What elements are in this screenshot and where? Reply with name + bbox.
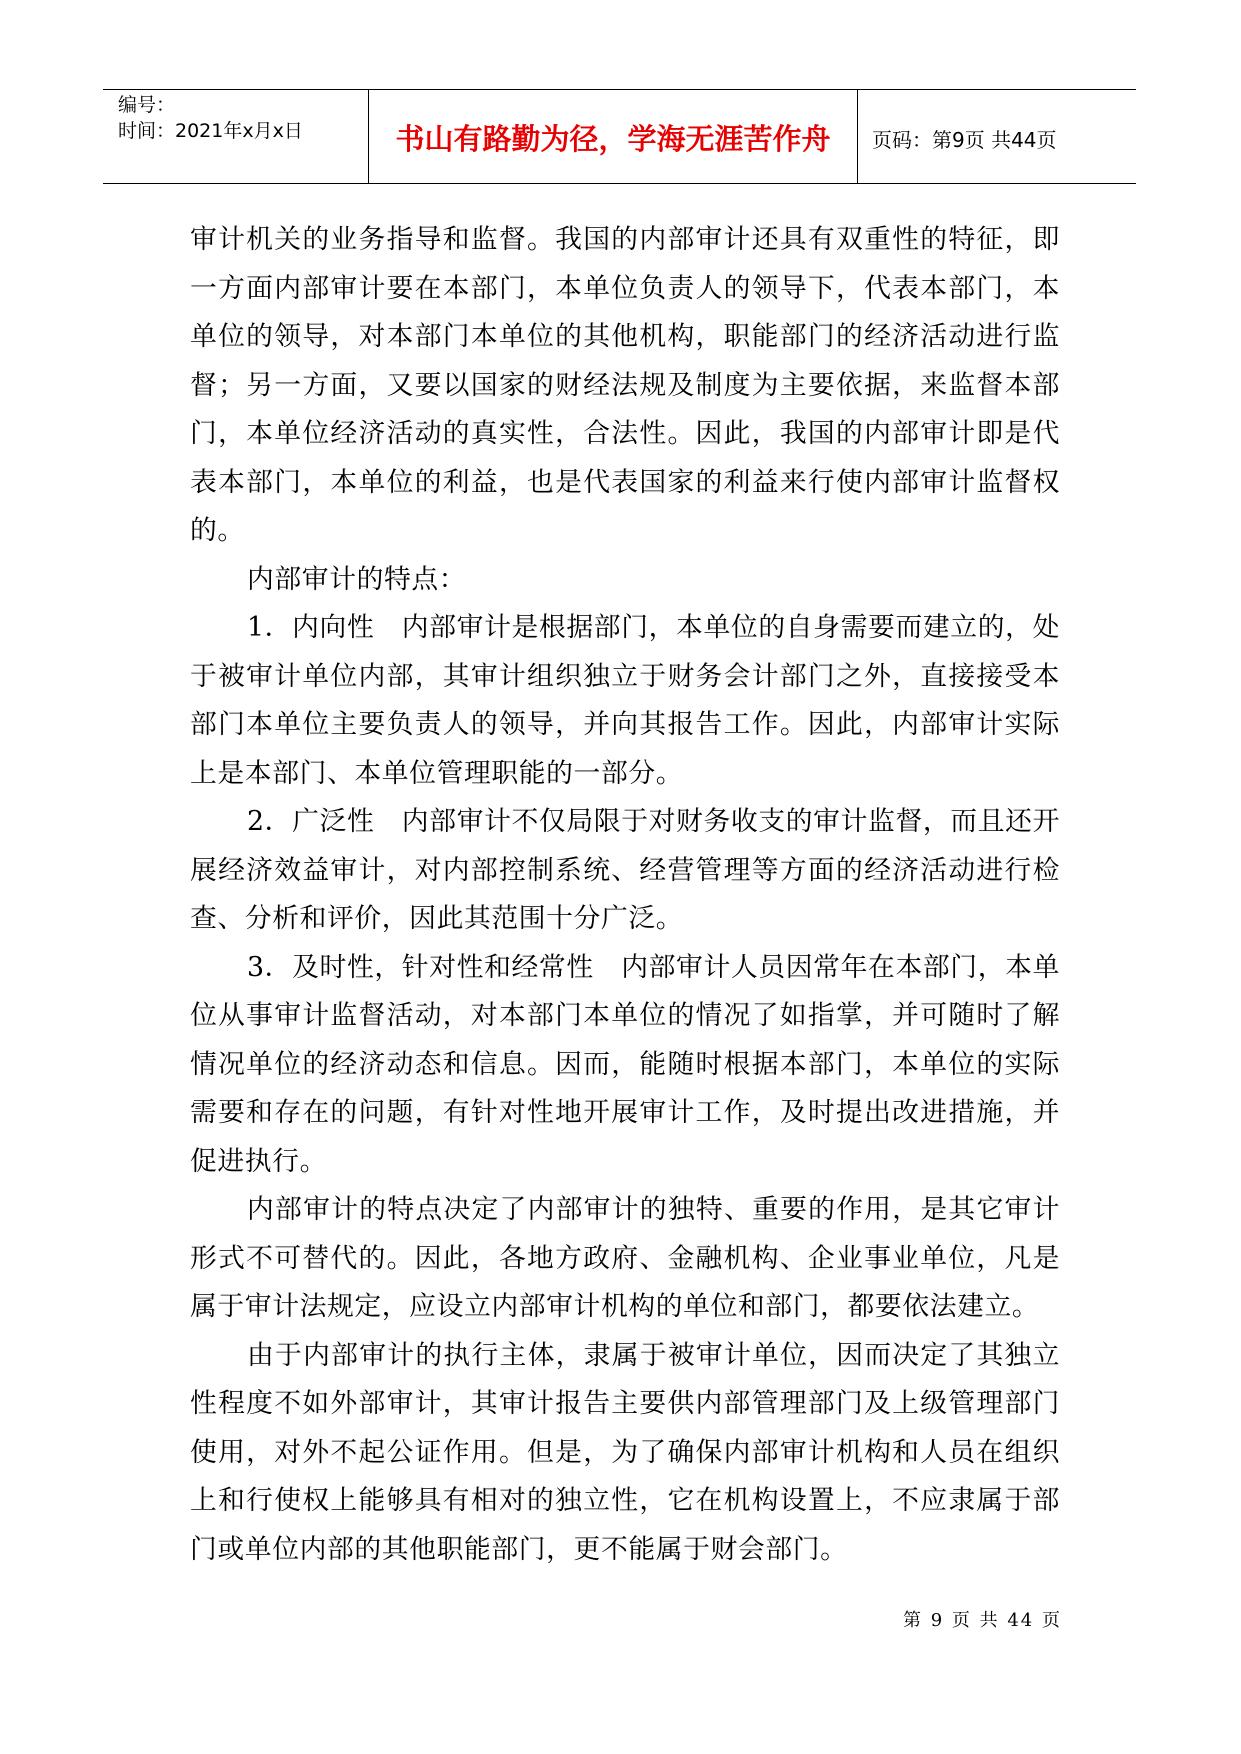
page-footer: 第 9 页 共 44 页 — [903, 1610, 1062, 1631]
section-heading: 内部审计的特点： — [247, 563, 467, 595]
document-number-label: 编号： — [118, 94, 176, 116]
body-paragraph: 3．及时性，针对性和经常性 内部审计人员因常年在本部门，本单位从事审计监督活动，对本部门本单位的情况了如指掌，并可随时了解情况单位的经济动态和信息。因而，能随时根据本部门，本单位的实际需要和存在的问题，有针对性地开展审计工作，及时提出改进措施，并促进执行。 — [190, 951, 1060, 1177]
body-paragraph: 审计机关的业务指导和监督。我国的内部审计还具有双重性的特征，即一方面内部审计要在本部门，本单位负责人的领导下，代表本部门，本单位的领导，对本部门本单位的其他机构，职能部门的经济活动进行监督；另一方面，又要以国家的财经法规及制度为主要依据，来监督本部门，本单位经济活动的真实性，合法性。因此，我国的内部审计即是代表本部门，本单位的利益，也是代表国家的利益来行使内部审计监督权的。 — [190, 224, 1060, 546]
header-meta — [103, 90, 369, 183]
header-page-code: 页码：第9页 共44页 — [872, 127, 1057, 152]
document-body — [190, 216, 1060, 1574]
body-paragraph: 2．广泛性 内部审计不仅局限于对财务收支的审计监督，而且还开展经济效益审计，对内部控制系统、经营管理等方面的经济活动进行检查、分析和评价，因此其范围十分广泛。 — [190, 806, 1060, 934]
body-paragraph: 1．内向性 内部审计是根据部门，本单位的自身需要而建立的，处于被审计单位内部，其审计组织独立于财务会计部门之外，直接接受本部门本单位主要负责人的领导，并向其报告工作。因此，内部审计实际上是本部门、本单位管理职能的一部分。 — [190, 612, 1060, 789]
body-paragraph: 由于内部审计的执行主体，隶属于被审计单位，因而决定了其独立性程度不如外部审计，其审计报告主要供内部管理部门及上级管理部门使用，对外不起公证作用。但是，为了确保内部审计机构和人员在组织上和行使权上能够具有相对的独立性，它在机构设置上，不应隶属于部门或单位内部的其他职能部门，更不能属于财会部门。 — [190, 1339, 1060, 1565]
body-paragraph: 内部审计的特点决定了内部审计的独特、重要的作用，是其它审计形式不可替代的。因此，各地方政府、金融机构、企业事业单位，凡是属于审计法规定，应设立内部审计机构的单位和部门，都要依法建立。 — [190, 1194, 1060, 1322]
page-header — [103, 89, 1136, 184]
header-motto: 书山有路勤为径，学海无涯苦作舟 — [369, 90, 858, 183]
document-time-label: 时间：2021年x月x日 — [118, 120, 303, 142]
